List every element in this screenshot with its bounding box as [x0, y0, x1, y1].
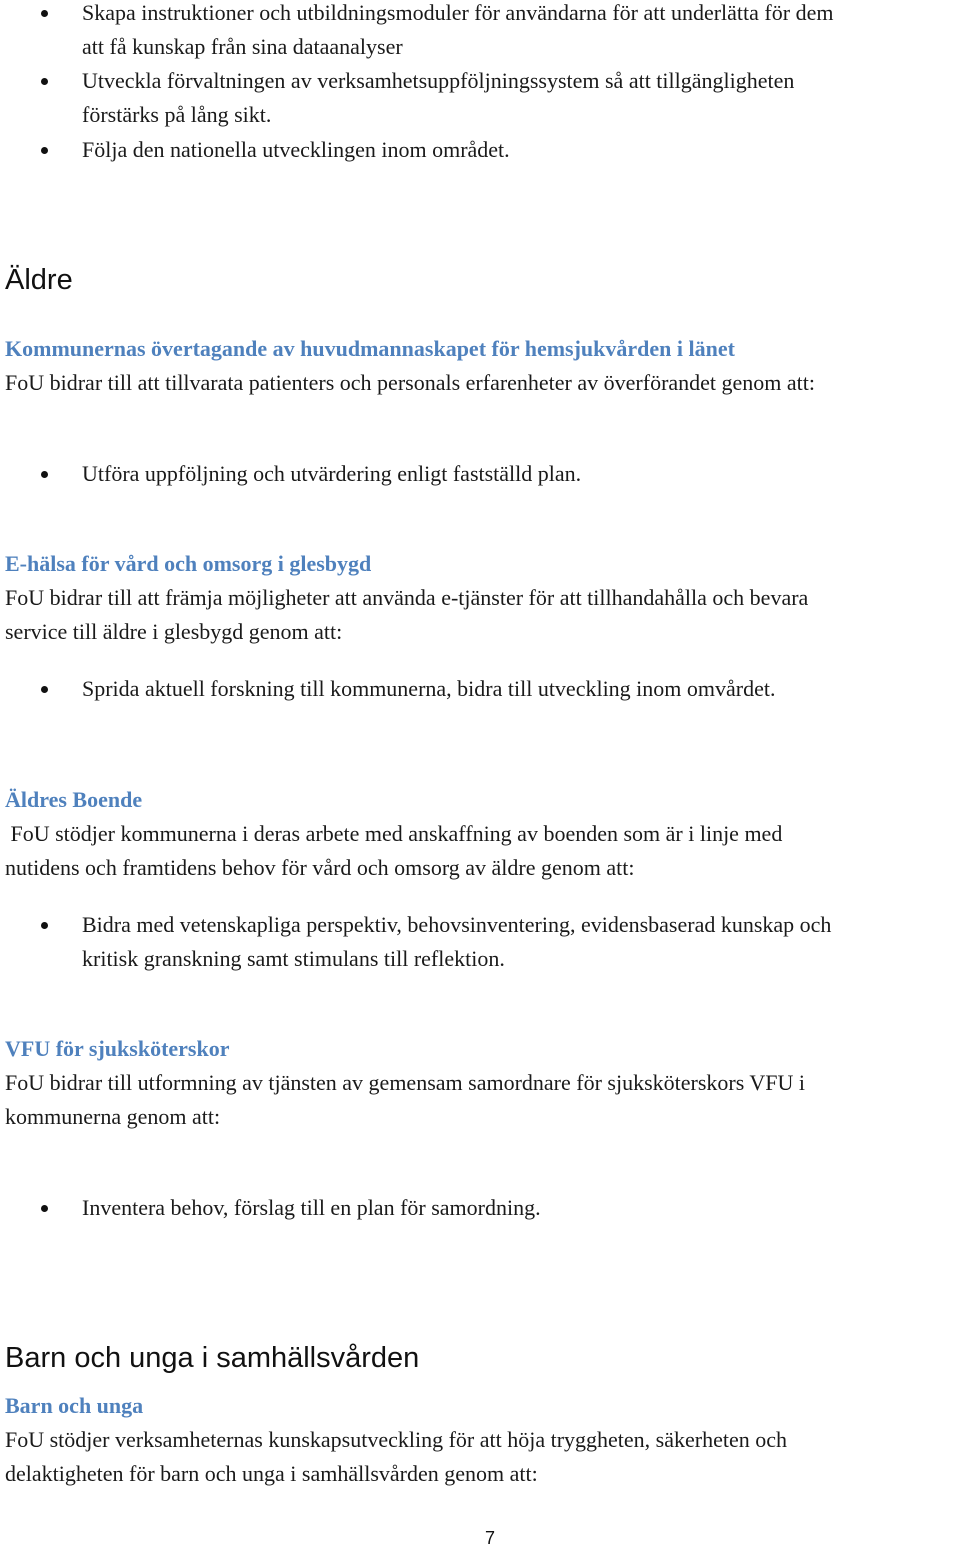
page-number: 7: [484, 1528, 495, 1548]
paragraph-line: FoU bidrar till utformning av tjänsten av gemensam samordnare för sjuksköterskors VFU i: [5, 1070, 806, 1095]
paragraph-line: nutidens och framtidens behov för vård och omsorg av äldre genom att:: [5, 855, 635, 880]
list-item-continuation: att få kunskap från sina dataanalyser: [82, 34, 403, 59]
bullet-dot: [41, 147, 48, 154]
subheading-ehalsa: E-hälsa för vård och omsorg i glesbygd: [5, 551, 372, 576]
list-item: Inventera behov, förslag till en plan för samordning.: [82, 1195, 541, 1220]
paragraph-line: FoU stödjer verksamheternas kunskapsutveckling för att höja tryggheten, säkerheten och: [5, 1427, 787, 1452]
list-item-continuation: förstärks på lång sikt.: [82, 102, 272, 127]
paragraph-line: FoU stödjer kommunerna i deras arbete med anskaffning av boenden som är i linje med: [5, 821, 783, 846]
list-item: Utveckla förvaltningen av verksamhetsuppföljningssystem så att tillgängligheten: [82, 68, 795, 93]
subheading-hemsjukvard: Kommunernas övertagande av huvudmannaskapet för hemsjukvården i länet: [5, 336, 735, 361]
section-heading-aldre: Äldre: [5, 264, 73, 296]
list-item: Bidra med vetenskapliga perspektiv, behovsinventering, evidensbaserad kunskap och: [82, 912, 832, 937]
list-item: Utföra uppföljning och utvärdering enligt fastställd plan.: [82, 461, 582, 486]
list-item-continuation: kritisk granskning samt stimulans till reflektion.: [82, 946, 505, 971]
subheading-vfu: VFU för sjuksköterskor: [5, 1036, 230, 1061]
section-heading-barn: Barn och unga i samhällsvården: [5, 1342, 420, 1374]
subheading-barn-och-unga: Barn och unga: [5, 1393, 144, 1418]
paragraph-line: FoU bidrar till att tillvarata patienters och personals erfarenheter av överförandet genom att:: [5, 370, 816, 395]
subheading-aldres-boende: Äldres Boende: [5, 787, 143, 812]
bullet-dot: [41, 471, 48, 478]
paragraph-line: service till äldre i glesbygd genom att:: [5, 619, 343, 644]
bullet-dot: [41, 922, 48, 929]
bullet-dot: [41, 10, 48, 17]
paragraph-line: FoU bidrar till att främja möjligheter att använda e-tjänster för att tillhandahålla och bevara: [5, 585, 809, 610]
paragraph-line: kommunerna genom att:: [5, 1104, 221, 1129]
list-item: Sprida aktuell forskning till kommunerna, bidra till utveckling inom omvårdet.: [82, 676, 776, 701]
list-item: Följa den nationella utvecklingen inom området.: [82, 137, 510, 162]
list-item: Skapa instruktioner och utbildningsmoduler för användarna för att underlätta för dem: [82, 0, 834, 25]
bullet-dot: [41, 1205, 48, 1212]
bullet-dot: [41, 686, 48, 693]
paragraph-line: delaktigheten för barn och unga i samhällsvården genom att:: [5, 1461, 538, 1486]
bullet-dot: [41, 78, 48, 85]
